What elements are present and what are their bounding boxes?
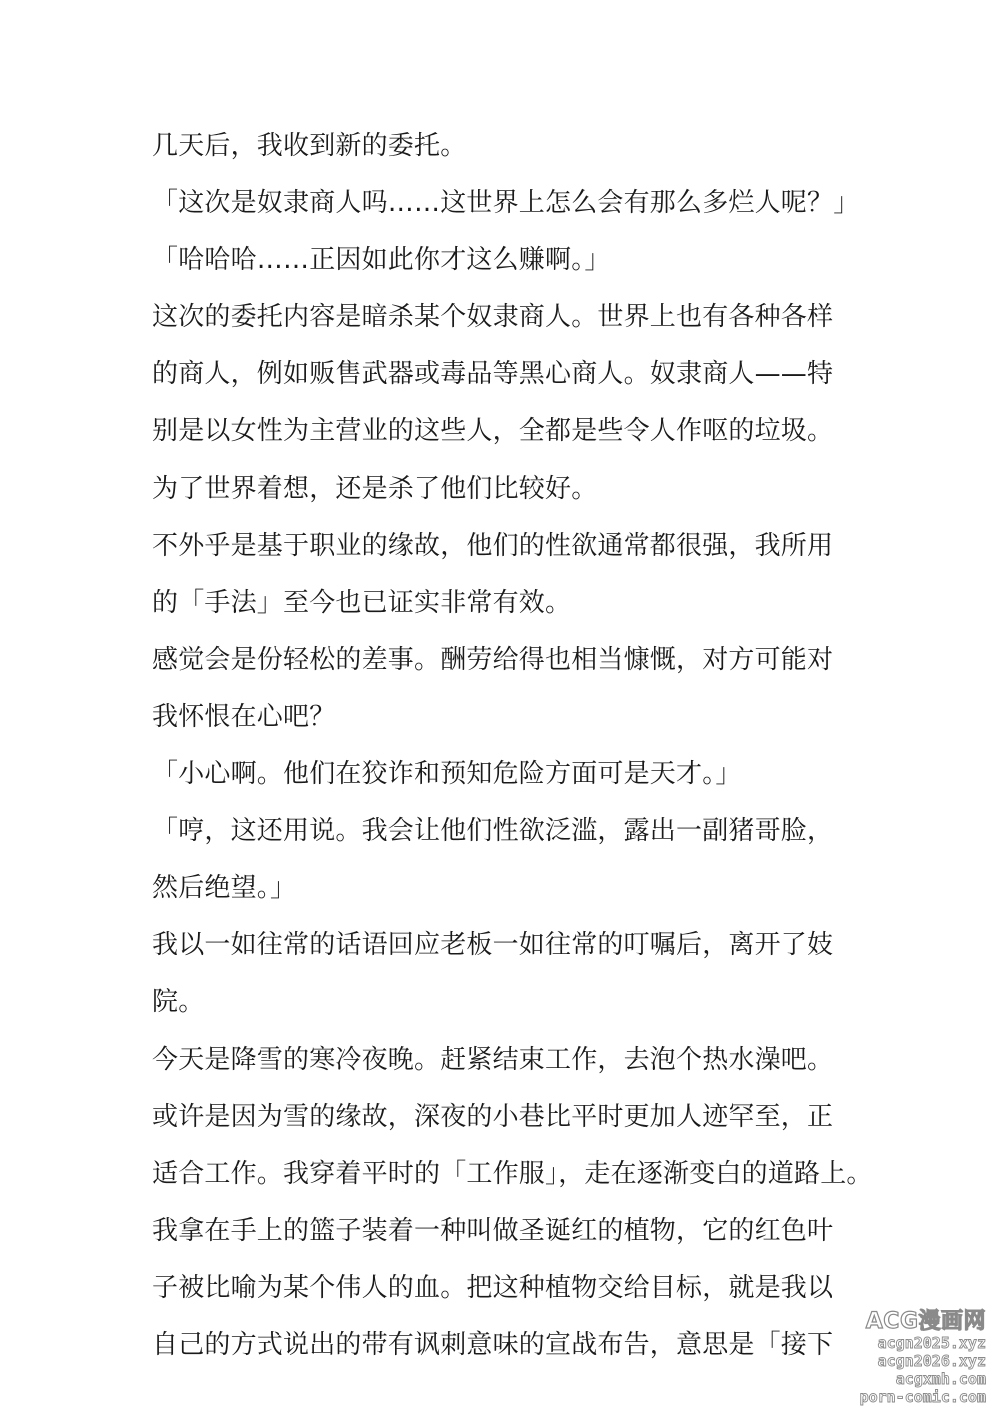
text-line: 这次的委托内容是暗杀某个奴隶商人。世界上也有各种各样 — [152, 302, 834, 333]
text-line: 感觉会是份轻松的差事。酬劳给得也相当慷慨，对方可能对 — [152, 644, 834, 675]
watermark-url: acgxmh.com — [895, 1370, 986, 1388]
text-line: 自己的方式说出的带有讽刺意味的宣战布告，意思是「接下 — [152, 1329, 834, 1360]
text-line: 「这次是奴隶商人吗……这世界上怎么会有那么多烂人呢？」 — [152, 188, 860, 219]
text-line: 别是以女性为主营业的这些人，全都是些令人作呕的垃圾。 — [152, 416, 834, 447]
text-line: 的商人，例如贩售武器或毒品等黑心商人。奴隶商人——特 — [152, 359, 834, 390]
text-line: 我以一如往常的话语回应老板一如往常的叮嘱后，离开了妓 — [152, 930, 834, 961]
text-line: 不外乎是基于职业的缘故，他们的性欲通常都很强，我所用 — [152, 530, 834, 561]
text-line: 子被比喻为某个伟人的血。把这种植物交给目标，就是我以 — [152, 1272, 834, 1303]
text-line: 或许是因为雪的缘故，深夜的小巷比平时更加人迹罕至，正 — [152, 1101, 834, 1132]
text-line: 院。 — [152, 987, 205, 1018]
text-line: 的「手法」至今也已证实非常有效。 — [152, 587, 572, 618]
text-line: 我拿在手上的篮子装着一种叫做圣诞红的植物，它的红色叶 — [152, 1215, 834, 1246]
watermark — [841, 1310, 986, 1406]
text-line: 然后绝望。」 — [152, 873, 297, 904]
text-line: 「哈哈哈……正因如此你才这么赚啊。」 — [152, 245, 611, 276]
text-line: 为了世界着想，还是杀了他们比较好。 — [152, 473, 598, 504]
watermark-url: porn-comic.com — [859, 1388, 986, 1406]
document-body — [152, 118, 873, 1374]
watermark-url: acgn2025.xyz — [877, 1334, 986, 1352]
watermark-title: ACG漫画网 — [865, 1309, 986, 1334]
text-line: 适合工作。我穿着平时的「工作服」，走在逐渐变白的道路上。 — [152, 1158, 873, 1189]
text-line: 我怀恨在心吧？ — [152, 701, 336, 732]
watermark-url: acgn2026.xyz — [877, 1352, 986, 1370]
text-line: 「小心啊。他们在狡诈和预知危险方面可是天才。」 — [152, 759, 742, 790]
text-line: 「哼，这还用说。我会让他们性欲泛滥，露出一副猪哥脸， — [152, 816, 834, 847]
text-line: 几天后，我收到新的委托。 — [152, 131, 467, 161]
text-line: 今天是降雪的寒冷夜晚。赶紧结束工作，去泡个热水澡吧。 — [152, 1044, 834, 1075]
